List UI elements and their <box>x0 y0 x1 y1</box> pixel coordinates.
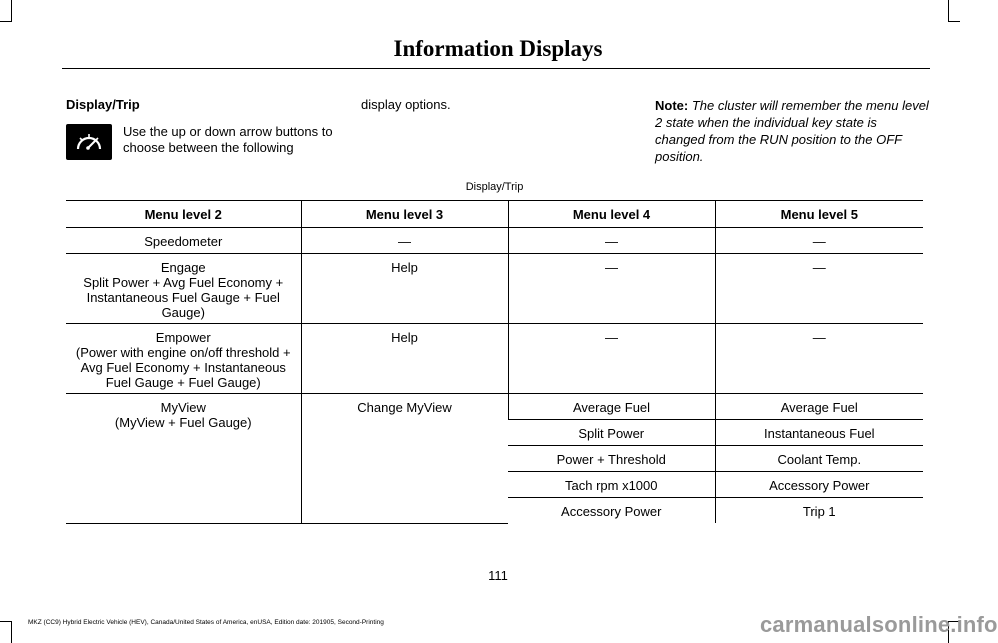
table-cell: Help <box>301 324 508 394</box>
intro-text: Use the up or down arrow buttons to choose between the following <box>123 124 333 155</box>
display-trip-table <box>66 175 923 524</box>
note-label: Note: <box>655 98 689 113</box>
mode-name: Engage <box>160 260 206 275</box>
table-cell: — <box>715 324 923 394</box>
intro-text-continued: display options. <box>361 97 451 112</box>
table-cell: — <box>508 324 715 394</box>
column-header: Menu level 5 <box>715 201 923 228</box>
table-cell: Accessory Power <box>715 472 923 498</box>
gauge-speedometer-icon <box>66 124 112 160</box>
mode-name: Empower <box>155 330 211 345</box>
crop-mark <box>948 0 949 22</box>
table-cell: Power + Threshold <box>508 446 715 472</box>
page-number: 111 <box>488 568 508 583</box>
table-header-row <box>66 201 923 228</box>
table-cell: Average Fuel <box>715 394 923 420</box>
table-row <box>66 228 923 254</box>
column-header: Menu level 2 <box>66 201 301 228</box>
mode-detail: (Power with engine on/off threshold + Avg Fuel Economy + Instantaneous Fuel Gauge + Fuel Gauge) <box>75 345 291 390</box>
crop-mark <box>948 21 960 22</box>
mode-detail: (MyView + Fuel Gauge) <box>114 415 252 430</box>
table-cell: Help <box>301 254 508 324</box>
table-cell: — <box>715 254 923 324</box>
table-cell: — <box>715 228 923 254</box>
table-cell: — <box>301 228 508 254</box>
table-cell: Instantaneous Fuel <box>715 420 923 446</box>
table-cell: Average Fuel <box>508 394 715 420</box>
crop-mark <box>11 0 12 22</box>
table-cell <box>66 254 301 324</box>
table-cell: Tach rpm x1000 <box>508 472 715 498</box>
crop-mark <box>0 21 12 22</box>
note-paragraph <box>655 97 930 165</box>
crop-mark <box>11 621 12 643</box>
table-cell: Speedometer <box>66 228 301 254</box>
table-cell <box>66 324 301 394</box>
table-row <box>66 254 923 324</box>
table-cell: Split Power <box>508 420 715 446</box>
table-cell: Change MyView <box>301 394 508 524</box>
table-cell: Accessory Power <box>561 504 662 519</box>
column-header: Menu level 3 <box>301 201 508 228</box>
table-row <box>66 324 923 394</box>
note-text: The cluster will remember the menu level 2 state when the individual key state is changed from the RUN position to the OFF position. <box>655 98 929 164</box>
mode-name: MyView <box>160 400 206 415</box>
footer-edition-text: MKZ (CC9) Hybrid Electric Vehicle (HEV), Canada/United States of America, enUSA, Edition date: 201905, Second-Printing <box>28 619 384 626</box>
title-divider <box>62 68 930 69</box>
table-cell: Trip 1 <box>715 498 923 524</box>
table-cell: — <box>508 254 715 324</box>
table-cell <box>66 394 301 524</box>
mode-detail: Split Power + Avg Fuel Economy + Instantaneous Fuel Gauge + Fuel Gauge) <box>83 275 284 320</box>
table-cell: — <box>508 228 715 254</box>
column-header: Menu level 4 <box>508 201 715 228</box>
crop-mark <box>0 621 12 622</box>
page-title: Information Displays <box>393 36 603 61</box>
watermark: carmanualsonline.info <box>760 612 998 637</box>
table-row <box>66 394 923 420</box>
table-caption: Display/Trip <box>66 175 923 201</box>
section-heading: Display/Trip <box>66 97 140 112</box>
table-cell: Coolant Temp. <box>715 446 923 472</box>
